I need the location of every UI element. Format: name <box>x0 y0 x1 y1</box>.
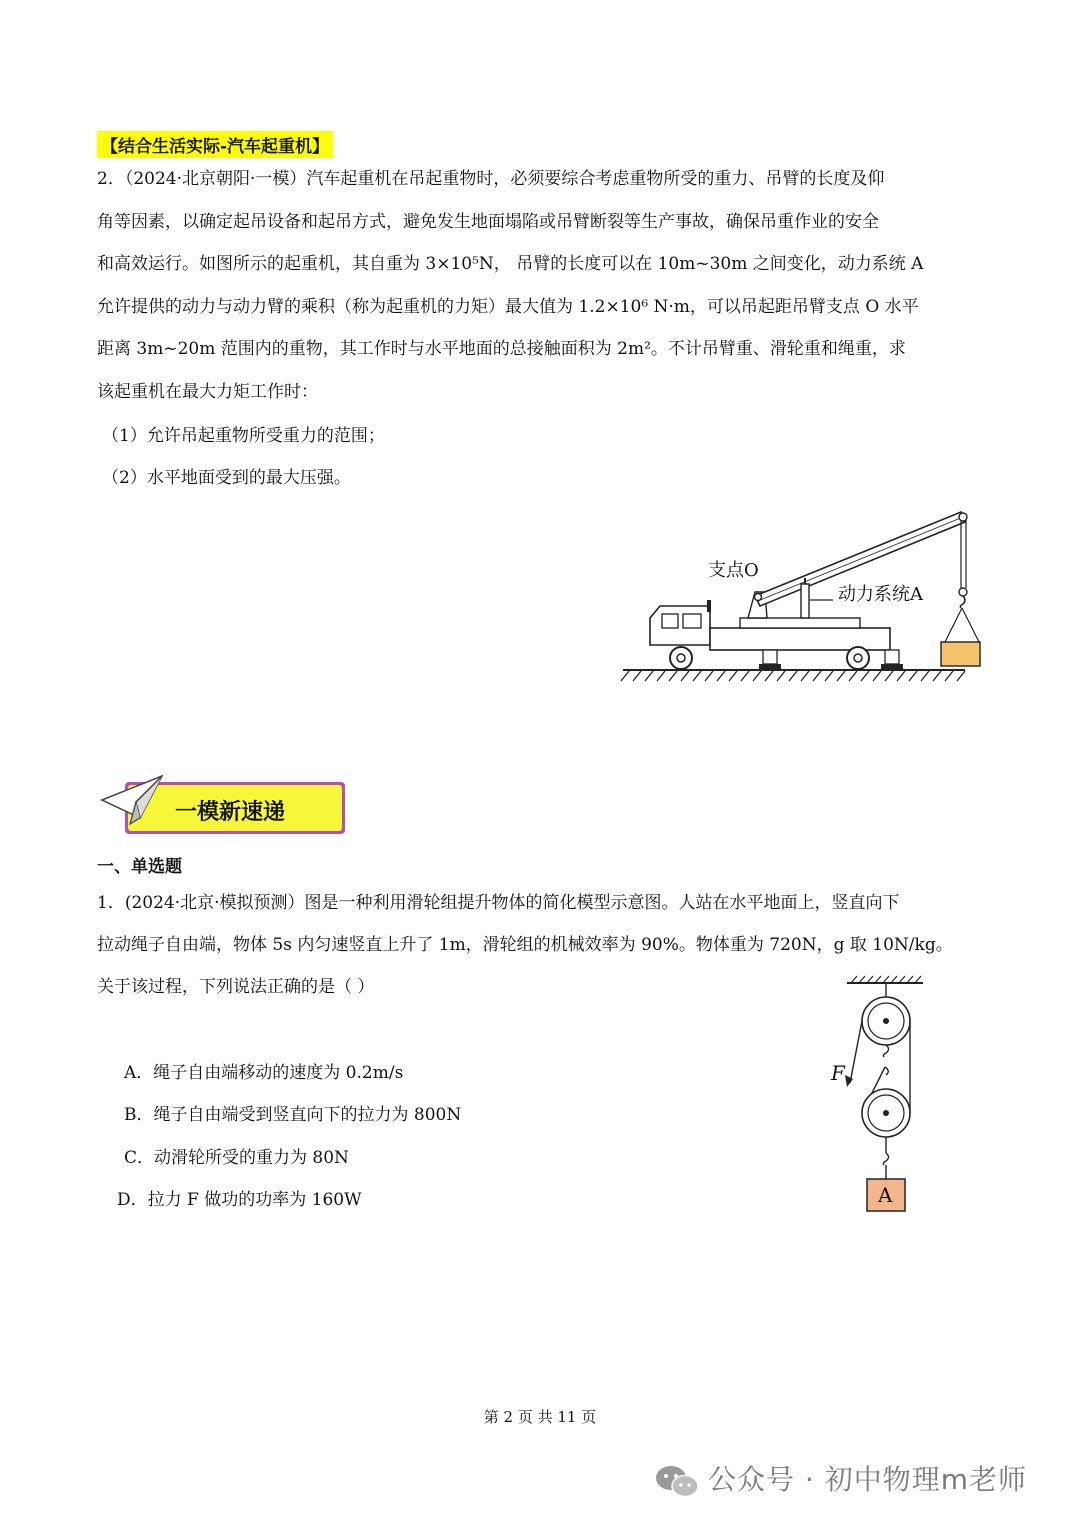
problem-2-line: 该起重机在最大力矩工作时： <box>97 381 318 402</box>
banner-title: 一模新速递 <box>175 800 286 825</box>
pivot-label: 支点O <box>708 560 759 581</box>
problem-2-line: 允许提供的动力与动力臂的乘积（称为起重机的力矩）最大值为 1.2×10⁶ N·m，可以吊起距吊臂支点 O 水平 <box>97 296 919 317</box>
problem-1-line: 关于该过程，下列说法正确的是（ ） <box>97 977 375 997</box>
pulley-figure <box>825 975 930 1215</box>
page-footer: 第 2 页 共 11 页 <box>483 1408 597 1426</box>
problem-1-line: 拉动绳子自由端，物体 5s 内匀速竖直上升了 1m，滑轮组的机械效率为 90%。物体重为 720N，g 取 10N/kg。 <box>97 935 953 955</box>
block-label: A <box>878 1183 893 1207</box>
problem-2-text <box>97 158 987 413</box>
wechat-icon <box>654 1462 700 1506</box>
option-c: C．动滑轮所受的重力为 80N <box>124 1148 349 1168</box>
problem-2-line: 角等因素，以确定起吊设备和起吊方式，避免发生地面塌陷或吊臂断裂等生产事故，确保吊重作业的安全 <box>97 211 879 232</box>
problem-2-sub-1: （1）允许吊起重物所受重力的范围； <box>102 426 385 446</box>
option-d: D．拉力 F 做功的功率为 160W <box>117 1190 362 1210</box>
force-label: F <box>831 1061 845 1085</box>
section-title: 一、单选题 <box>97 857 182 877</box>
watermark-text: 公众号 · 初中物理m老师 <box>708 1463 1027 1496</box>
problem-1-line: 1．(2024·北京·模拟预测）图是一种利用滑轮组提升物体的简化模型示意图。人站在水平地面上，竖直向下 <box>97 893 900 913</box>
section-banner <box>100 772 350 838</box>
option-a: A．绳子自由端移动的速度为 0.2m/s <box>124 1063 404 1083</box>
problem-2-line: 距离 3m~20m 范围内的重物，其工作时与水平地面的总接触面积为 2m²。不计吊臂重、滑轮重和绳重，求 <box>97 339 906 359</box>
option-b: B．绳子自由端受到竖直向下的拉力为 800N <box>124 1105 462 1125</box>
problem-2-line: 2．（2024·北京朝阳·一模）汽车起重机在吊起重物时，必须要综合考虑重物所受的重力、吊臂的长度及仰 <box>97 169 885 189</box>
crane-figure <box>615 500 990 690</box>
problem-2-sub-2: （2）水平地面受到的最大压强。 <box>102 468 351 488</box>
problem-2-line: 和高效运行。如图所示的起重机，其自重为 3×10⁵N， 吊臂的长度可以在 10m~30m 之间变化，动力系统 A <box>97 254 924 274</box>
power-system-label: 动力系统A <box>838 584 923 605</box>
topic-tag: 【结合生活实际-汽车起重机】 <box>97 131 333 158</box>
